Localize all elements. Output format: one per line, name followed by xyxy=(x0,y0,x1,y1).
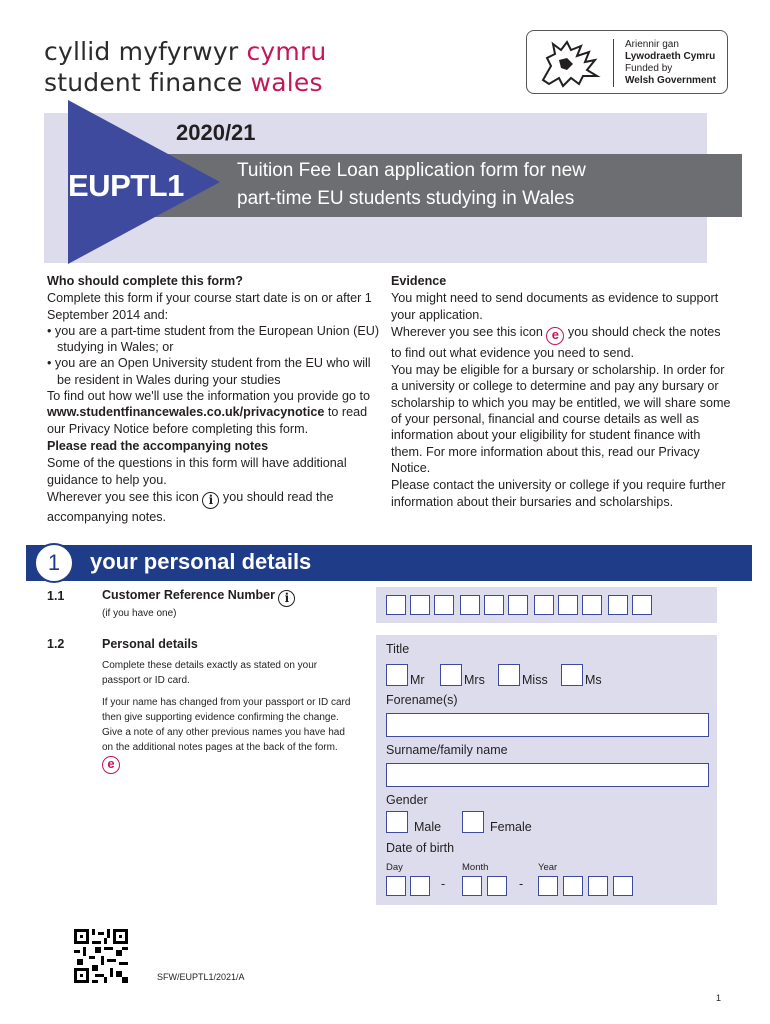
paragraph xyxy=(47,489,385,525)
question-label: Personal details xyxy=(102,637,198,651)
evidence-section xyxy=(391,273,731,510)
title-ms-checkbox[interactable] xyxy=(561,664,583,686)
dob-separator: - xyxy=(441,877,446,891)
who-should-complete-section xyxy=(47,273,385,525)
dob-month-box[interactable] xyxy=(462,876,482,896)
dob-day-box[interactable] xyxy=(410,876,430,896)
info-icon: i xyxy=(202,492,219,509)
logo-text: student finance xyxy=(44,68,251,97)
form-title-line: Tuition Fee Loan application form for new xyxy=(237,160,586,181)
section-heading: Evidence xyxy=(391,274,447,288)
crn-digit-box[interactable] xyxy=(484,595,504,615)
title-mr-label: Mr xyxy=(410,673,425,687)
form-code: EUPTL1 xyxy=(68,168,184,203)
paragraph: Complete this form if your course start date is on or after 1 September 2014 and: xyxy=(47,291,372,322)
dob-label: Date of birth xyxy=(386,841,455,855)
title-mrs-label: Mrs xyxy=(464,673,485,687)
badge-line: Lywodraeth Cymru xyxy=(625,51,716,62)
logo-text-accent: cymru xyxy=(246,37,327,66)
paragraph: Please contact the university or college if you require further information about their bursaries and scholarships. xyxy=(391,478,726,509)
forename-field[interactable] xyxy=(386,713,709,737)
paragraph-text: you should read the accompanying notes. xyxy=(47,489,334,524)
surname-field[interactable] xyxy=(386,763,709,787)
crn-digit-box[interactable] xyxy=(508,595,528,615)
badge-text xyxy=(625,39,716,87)
bullet-item: • you are a part-time student from the European Union (EU) studying in Wales; or xyxy=(47,323,380,355)
paragraph-text: to read our Privacy Notice before completing this form. xyxy=(47,405,368,436)
dob-separator: - xyxy=(519,877,524,891)
question-number: 1.2 xyxy=(47,637,65,651)
dob-year-box[interactable] xyxy=(538,876,558,896)
crn-digit-box[interactable] xyxy=(386,595,406,615)
section-heading: Please read the accompanying notes xyxy=(47,438,269,453)
title-miss-checkbox[interactable] xyxy=(498,664,520,686)
crn-digit-box[interactable] xyxy=(558,595,578,615)
paragraph xyxy=(391,324,731,361)
dob-year-box[interactable] xyxy=(588,876,608,896)
paragraph-text: Wherever you see this icon xyxy=(47,489,203,504)
forename-label: Forename(s) xyxy=(386,693,458,707)
form-reference: SFW/EUPTL1/2021/A xyxy=(157,972,245,982)
paragraph: You might need to send documents as evidence to support your application. xyxy=(391,291,719,322)
info-icon: i xyxy=(278,590,295,607)
form-year: 2020/21 xyxy=(176,120,256,145)
barcode-icon xyxy=(74,929,128,983)
logo-text: cyllid myfyrwyr xyxy=(44,37,247,66)
paragraph-text: To find out how we'll use the information you provide go to xyxy=(47,389,371,404)
badge-divider xyxy=(613,39,614,87)
question-hint: (if you have one) xyxy=(102,608,177,619)
crn-digit-box[interactable] xyxy=(534,595,554,615)
dob-year-box[interactable] xyxy=(613,876,633,896)
paragraph-text: Wherever you see this icon xyxy=(391,324,547,339)
page-number: 1 xyxy=(716,993,722,1003)
crn-digit-box[interactable] xyxy=(410,595,430,615)
dob-day-box[interactable] xyxy=(386,876,406,896)
logo-text-accent: wales xyxy=(250,68,323,97)
crn-digit-box[interactable] xyxy=(582,595,602,615)
title-mrs-checkbox[interactable] xyxy=(440,664,462,686)
gender-label: Gender xyxy=(386,793,428,807)
paragraph: Some of the questions in this form will have additional guidance to help you. xyxy=(47,456,347,487)
section-heading: Who should complete this form? xyxy=(47,274,243,288)
paragraph: You may be eligible for a bursary or scholarship. In order for a university or college to determine and pay any bursary or scholarship to which you may be entitled, we will share some of your personal, financial and course details as well as information about your eligibility for student finance with them. For more information about this, read our Privacy Notice. xyxy=(391,363,731,475)
badge-line: Welsh Government xyxy=(625,75,716,86)
privacy-link[interactable]: www.studentfinancewales.co.uk/privacynotice xyxy=(47,405,325,420)
crn-digit-box[interactable] xyxy=(434,595,454,615)
privacy-paragraph xyxy=(47,388,385,437)
paragraph-text: you should check the notes to find out what evidence you need to send. xyxy=(391,324,721,360)
question-guidance xyxy=(102,695,357,774)
form-title-line: part-time EU students studying in Wales xyxy=(237,188,575,209)
title-label: Title xyxy=(386,642,410,656)
dob-day-label: Day xyxy=(386,862,403,873)
evidence-icon: e xyxy=(546,327,564,345)
question-guidance: Complete these details exactly as stated on your passport or ID card. xyxy=(102,660,318,686)
welsh-government-badge xyxy=(526,30,728,94)
title-miss-label: Miss xyxy=(522,673,548,687)
evidence-icon: e xyxy=(102,756,120,774)
dob-month-box[interactable] xyxy=(487,876,507,896)
bullet-item: • you are an Open University student from the EU who will be resident in Wales during your studies xyxy=(47,356,371,387)
dob-year-box[interactable] xyxy=(563,876,583,896)
section-number: 1 xyxy=(34,543,74,583)
question-number: 1.1 xyxy=(47,589,65,603)
guidance-text: If your name has changed from your passport or ID card then give supporting evidence confirming the change. Give a note of any other previous names you have had on the additional notes pages at the back of the form. xyxy=(102,697,351,753)
crn-digit-box[interactable] xyxy=(632,595,652,615)
dob-month-label: Month xyxy=(462,862,489,873)
dob-year-label: Year xyxy=(538,862,558,873)
gender-male-label: Male xyxy=(414,820,442,834)
crn-digit-box[interactable] xyxy=(460,595,480,615)
crn-digit-box[interactable] xyxy=(608,595,628,615)
badge-line: Funded by xyxy=(625,63,673,74)
gender-female-checkbox[interactable] xyxy=(462,811,484,833)
title-ms-label: Ms xyxy=(585,673,602,687)
surname-label: Surname/family name xyxy=(386,743,508,757)
gender-male-checkbox[interactable] xyxy=(386,811,408,833)
badge-line: Ariennir gan xyxy=(625,39,679,50)
form-title xyxy=(237,157,586,213)
question-label-text: Customer Reference Number xyxy=(102,588,279,602)
gender-female-label: Female xyxy=(490,820,532,834)
question-label xyxy=(102,588,295,607)
welsh-dragon-icon xyxy=(537,36,605,90)
title-mr-checkbox[interactable] xyxy=(386,664,408,686)
student-finance-wales-logo xyxy=(44,36,326,98)
section-title: your personal details xyxy=(90,549,312,574)
